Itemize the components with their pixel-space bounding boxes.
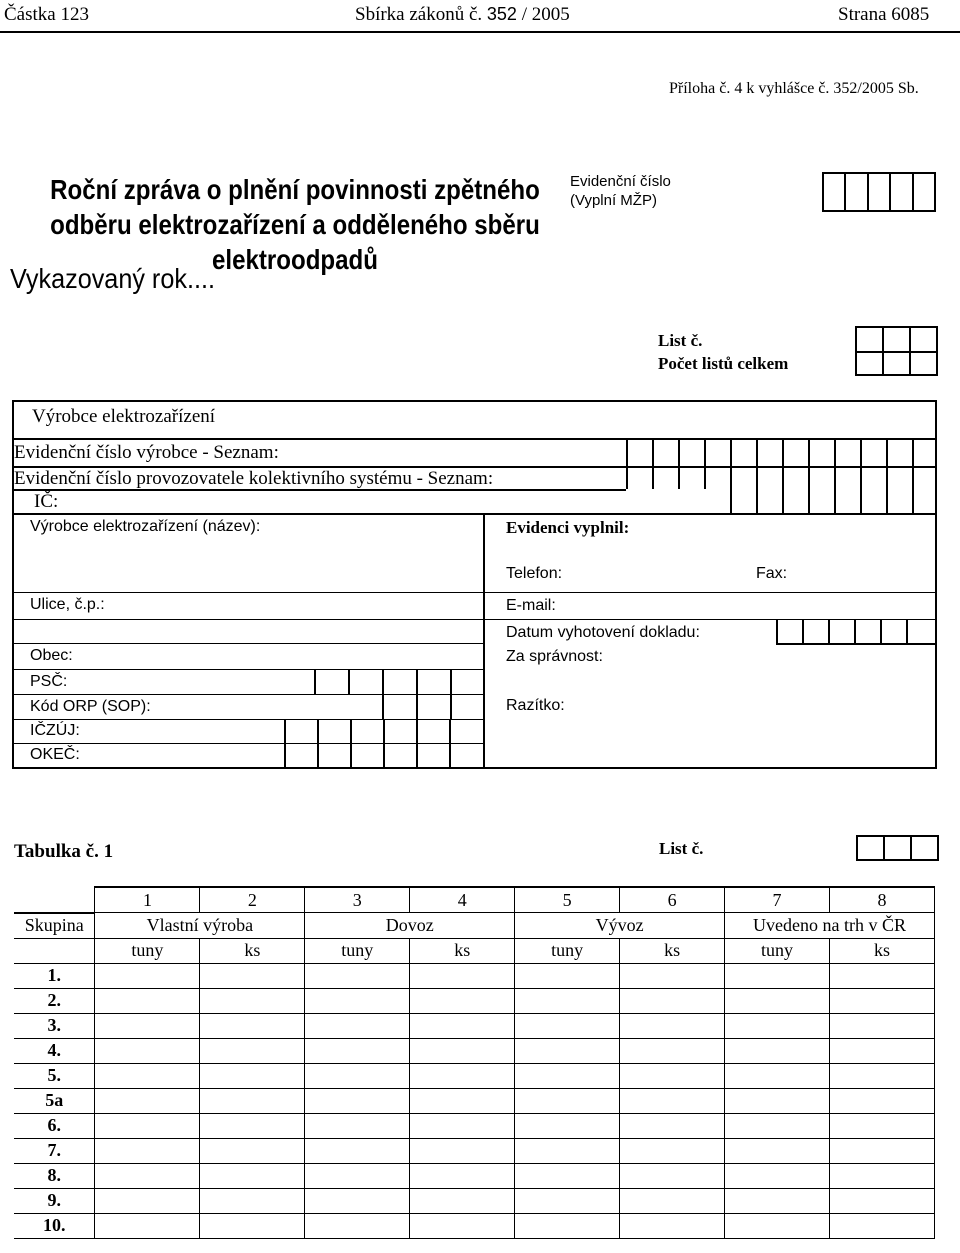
data-cell[interactable] xyxy=(620,1113,725,1138)
table-sheet-digit-box[interactable] xyxy=(912,837,937,859)
data-cell[interactable] xyxy=(725,1188,830,1213)
header-part: Částka 123 xyxy=(4,4,89,25)
header-collection-prefix: Sbírka zákonů č. xyxy=(355,4,483,25)
rule xyxy=(12,513,937,515)
field-line xyxy=(12,592,484,593)
reported-year-label: Vykazovaný rok.... xyxy=(10,263,215,294)
sheet-total-label: Počet listů celkem xyxy=(658,354,789,373)
sheet-box-divider xyxy=(882,328,884,374)
report-title xyxy=(0,172,590,277)
producer-reg-boxes[interactable] xyxy=(626,438,937,489)
title-line-3: elektroodpadů xyxy=(212,244,378,275)
box-divider xyxy=(912,438,914,489)
title-line-1: Roční zpráva o plnění povinnosti zpětného xyxy=(50,174,540,205)
box-divider xyxy=(704,438,706,489)
row-label: 3. xyxy=(14,1013,95,1038)
data-cell[interactable] xyxy=(515,1013,620,1038)
table-row xyxy=(14,1188,935,1213)
box-divider xyxy=(416,694,418,719)
data-cell[interactable] xyxy=(95,988,200,1013)
collective-reg-label: Evidenční číslo provozovatele kolektivního systému - Seznam: xyxy=(14,468,494,489)
psc-label: PSČ: xyxy=(30,673,68,690)
phone-label: Telefon: xyxy=(506,565,563,582)
data-cell[interactable] xyxy=(95,1088,200,1113)
data-cell[interactable] xyxy=(410,1088,515,1113)
data-cell[interactable] xyxy=(620,1013,725,1038)
unit-label: ks xyxy=(620,938,725,963)
data-cell[interactable] xyxy=(620,963,725,988)
data-cell[interactable] xyxy=(620,1038,725,1063)
fax-label: Fax: xyxy=(756,565,788,582)
annex-label: Příloha č. 4 k vyhlášce č. 352/2005 Sb. xyxy=(669,80,919,97)
box-divider xyxy=(382,694,384,719)
data-cell[interactable] xyxy=(305,1038,410,1063)
box-divider xyxy=(730,438,732,489)
unit-label: ks xyxy=(829,938,934,963)
data-cell[interactable] xyxy=(725,1163,830,1188)
table-sheet-digit-box[interactable] xyxy=(885,837,912,859)
sheet-box-divider xyxy=(857,351,936,353)
group-label: Vývoz xyxy=(515,913,725,939)
sheet-box-divider xyxy=(909,328,911,374)
data-cell[interactable] xyxy=(515,1213,620,1238)
box-divider xyxy=(860,489,862,513)
data-cell[interactable] xyxy=(725,1113,830,1138)
box-divider xyxy=(284,719,286,769)
data-cell[interactable] xyxy=(305,1213,410,1238)
data-cell[interactable] xyxy=(829,1113,934,1138)
data-cell[interactable] xyxy=(829,963,934,988)
row-label: 2. xyxy=(14,988,95,1013)
box-divider xyxy=(776,619,778,645)
table-row xyxy=(14,1088,935,1113)
group-label: Vlastní výroba xyxy=(95,913,305,939)
unit-label: tuny xyxy=(305,938,410,963)
col-number: 5 xyxy=(515,887,620,913)
table-sheet-boxes[interactable] xyxy=(856,835,939,861)
data-cell[interactable] xyxy=(515,1038,620,1063)
data-cell[interactable] xyxy=(725,1088,830,1113)
filled-by-label: Evidenci vyplnil: xyxy=(506,518,630,537)
data-cell[interactable] xyxy=(305,963,410,988)
data-cell[interactable] xyxy=(725,1213,830,1238)
data-cell[interactable] xyxy=(200,1088,305,1113)
box-divider xyxy=(350,719,352,769)
sheet-number-boxes[interactable] xyxy=(855,326,938,376)
box-divider xyxy=(880,619,882,645)
data-cell[interactable] xyxy=(200,1138,305,1163)
box-divider xyxy=(834,438,836,489)
table-corner-cell xyxy=(14,887,95,913)
data-cell[interactable] xyxy=(620,1213,725,1238)
box-divider xyxy=(886,489,888,513)
data-cell[interactable] xyxy=(515,1063,620,1088)
registration-digit-box[interactable] xyxy=(824,174,846,210)
table-row xyxy=(14,1038,935,1063)
data-cell[interactable] xyxy=(620,1088,725,1113)
data-cell[interactable] xyxy=(725,1013,830,1038)
row-label: 5a xyxy=(14,1088,95,1113)
iczuj-okec-boxes[interactable] xyxy=(284,719,484,769)
data-cell[interactable] xyxy=(829,1013,934,1038)
orp-label: Kód ORP (SOP): xyxy=(30,698,151,715)
data-cell[interactable] xyxy=(410,1063,515,1088)
data-cell[interactable] xyxy=(829,1163,934,1188)
header-page: Strana 6085 xyxy=(838,4,930,25)
data-cell[interactable] xyxy=(725,1038,830,1063)
group-label: Uvedeno na trh v ČR xyxy=(725,913,935,939)
producer-reg-label: Evidenční číslo výrobce - Seznam: xyxy=(14,442,279,463)
box-divider xyxy=(756,489,758,513)
col-number: 6 xyxy=(620,887,725,913)
registration-number-boxes[interactable] xyxy=(822,172,936,212)
box-divider xyxy=(449,719,451,769)
data-cell[interactable] xyxy=(725,963,830,988)
box-divider xyxy=(854,619,856,645)
box-divider xyxy=(912,489,914,513)
data-cell[interactable] xyxy=(725,1138,830,1163)
data-cell[interactable] xyxy=(829,1213,934,1238)
box-divider xyxy=(782,438,784,489)
header-rule xyxy=(0,31,960,33)
data-cell[interactable] xyxy=(725,1063,830,1088)
col-number: 7 xyxy=(725,887,830,913)
table-title: Tabulka č. 1 xyxy=(14,841,114,862)
data-cell[interactable] xyxy=(200,1013,305,1038)
unit-label: tuny xyxy=(515,938,620,963)
data-cell[interactable] xyxy=(410,1013,515,1038)
data-cell[interactable] xyxy=(200,1188,305,1213)
row-label: 1. xyxy=(14,963,95,988)
email-label: E-mail: xyxy=(506,597,556,614)
box-divider xyxy=(348,669,350,694)
data-cell[interactable] xyxy=(515,988,620,1013)
data-cell[interactable] xyxy=(305,988,410,1013)
data-cell[interactable] xyxy=(95,1188,200,1213)
correctness-label: Za správnost: xyxy=(506,648,603,665)
data-cell[interactable] xyxy=(95,963,200,988)
data-cell[interactable] xyxy=(620,1063,725,1088)
data-cell[interactable] xyxy=(829,1063,934,1088)
town-label: Obec: xyxy=(30,647,73,664)
row-label: 4. xyxy=(14,1038,95,1063)
data-cell[interactable] xyxy=(95,1138,200,1163)
data-cell[interactable] xyxy=(515,1113,620,1138)
box-divider xyxy=(808,489,810,513)
box-divider xyxy=(678,438,680,489)
box-divider xyxy=(782,489,784,513)
data-cell[interactable] xyxy=(410,1163,515,1188)
street-label: Ulice, č.p.: xyxy=(30,596,105,613)
col-number: 2 xyxy=(200,887,305,913)
data-table xyxy=(14,886,935,1239)
producer-section-title: Výrobce elektrozařízení xyxy=(32,406,216,427)
box-divider xyxy=(860,438,862,489)
table-row xyxy=(14,1213,935,1238)
data-cell[interactable] xyxy=(410,988,515,1013)
col-number: 4 xyxy=(410,887,515,913)
data-cell[interactable] xyxy=(305,1063,410,1088)
stamp-label: Razítko: xyxy=(506,697,565,714)
registration-digit-box[interactable] xyxy=(914,174,934,210)
box-divider xyxy=(756,438,758,489)
data-cell[interactable] xyxy=(829,1138,934,1163)
sheet-labels xyxy=(658,329,788,375)
box-divider xyxy=(834,489,836,513)
data-cell[interactable] xyxy=(410,1038,515,1063)
box-divider xyxy=(652,438,654,489)
box-divider xyxy=(383,719,385,769)
data-cell[interactable] xyxy=(829,1188,934,1213)
header-collection-year: / 2005 xyxy=(521,4,570,25)
table-body xyxy=(14,963,935,1238)
header-collection xyxy=(355,4,570,26)
orp-boxes[interactable] xyxy=(382,694,484,719)
table-row xyxy=(14,963,935,988)
row-label: 7. xyxy=(14,1138,95,1163)
box-divider xyxy=(450,694,452,719)
box-divider xyxy=(416,719,418,769)
registration-digit-box[interactable] xyxy=(891,174,913,210)
unit-label: ks xyxy=(200,938,305,963)
data-cell[interactable] xyxy=(620,1188,725,1213)
data-cell[interactable] xyxy=(200,1213,305,1238)
table-sheet-digit-box[interactable] xyxy=(858,837,885,859)
table-number-row xyxy=(14,887,935,913)
field-line xyxy=(484,592,937,593)
data-cell[interactable] xyxy=(200,1063,305,1088)
iczuj-label: IČZÚJ: xyxy=(30,722,80,739)
col-number: 3 xyxy=(305,887,410,913)
row-label: 5. xyxy=(14,1063,95,1088)
date-label: Datum vyhotovení dokladu: xyxy=(506,624,700,641)
registration-digit-box[interactable] xyxy=(869,174,891,210)
data-cell[interactable] xyxy=(200,1163,305,1188)
psc-boxes[interactable] xyxy=(314,669,484,694)
table-sheet-label: List č. xyxy=(659,839,704,858)
box-divider xyxy=(802,619,804,645)
date-boxes[interactable] xyxy=(776,619,937,645)
data-cell[interactable] xyxy=(829,1038,934,1063)
ic-boxes[interactable] xyxy=(730,489,937,513)
table-row xyxy=(14,1113,935,1138)
data-cell[interactable] xyxy=(305,1188,410,1213)
row-label: 10. xyxy=(14,1213,95,1238)
data-cell[interactable] xyxy=(95,1063,200,1088)
data-cell[interactable] xyxy=(515,1138,620,1163)
data-cell[interactable] xyxy=(200,963,305,988)
table-group-row xyxy=(14,913,935,939)
registration-digit-box[interactable] xyxy=(846,174,868,210)
data-cell[interactable] xyxy=(95,1113,200,1138)
data-cell[interactable] xyxy=(620,1138,725,1163)
data-cell[interactable] xyxy=(410,1188,515,1213)
data-cell[interactable] xyxy=(95,1163,200,1188)
data-cell[interactable] xyxy=(95,1013,200,1038)
box-divider xyxy=(314,669,316,694)
registration-note: (Vyplní MŽP) xyxy=(570,192,657,209)
data-cell[interactable] xyxy=(410,1213,515,1238)
ic-label: IČ: xyxy=(34,491,59,512)
data-cell[interactable] xyxy=(829,1088,934,1113)
unit-label: tuny xyxy=(725,938,830,963)
data-cell[interactable] xyxy=(620,988,725,1013)
data-cell[interactable] xyxy=(515,963,620,988)
data-cell[interactable] xyxy=(95,1213,200,1238)
unit-label: tuny xyxy=(95,938,200,963)
box-divider xyxy=(382,669,384,694)
box-divider xyxy=(808,438,810,489)
unit-corner xyxy=(14,938,95,963)
data-cell[interactable] xyxy=(620,1163,725,1188)
table-row xyxy=(14,1163,935,1188)
col-number: 1 xyxy=(95,887,200,913)
data-cell[interactable] xyxy=(305,1113,410,1138)
row-label: 6. xyxy=(14,1113,95,1138)
box-divider xyxy=(626,438,628,489)
table-row xyxy=(14,1138,935,1163)
registration-label-text: Evidenční číslo xyxy=(570,173,671,190)
row-label: 8. xyxy=(14,1163,95,1188)
data-cell[interactable] xyxy=(200,1113,305,1138)
unit-label: ks xyxy=(410,938,515,963)
data-cell[interactable] xyxy=(410,1113,515,1138)
table-row xyxy=(14,1013,935,1038)
group-label: Dovoz xyxy=(305,913,515,939)
data-cell[interactable] xyxy=(305,1013,410,1038)
field-line xyxy=(12,619,484,620)
header-collection-number: 352 xyxy=(486,4,517,24)
data-cell[interactable] xyxy=(515,1088,620,1113)
page-header xyxy=(0,0,960,32)
data-cell[interactable] xyxy=(515,1163,620,1188)
data-cell[interactable] xyxy=(95,1038,200,1063)
box-divider xyxy=(416,669,418,694)
data-cell[interactable] xyxy=(305,1163,410,1188)
table-row xyxy=(14,988,935,1013)
registration-label xyxy=(570,172,671,210)
data-cell[interactable] xyxy=(305,1138,410,1163)
okec-label: OKEČ: xyxy=(30,746,80,763)
data-cell[interactable] xyxy=(410,1138,515,1163)
data-cell[interactable] xyxy=(725,988,830,1013)
producer-name-label: Výrobce elektrozařízení (název): xyxy=(30,518,261,535)
col-number: 8 xyxy=(829,887,934,913)
field-line xyxy=(12,643,484,644)
data-cell[interactable] xyxy=(410,963,515,988)
box-divider xyxy=(317,719,319,769)
box-divider xyxy=(886,438,888,489)
data-cell[interactable] xyxy=(200,988,305,1013)
data-cell[interactable] xyxy=(829,988,934,1013)
box-divider xyxy=(450,669,452,694)
data-cell[interactable] xyxy=(515,1188,620,1213)
group-header: Skupina xyxy=(14,913,95,939)
box-divider xyxy=(906,619,908,645)
box-divider xyxy=(828,619,830,645)
title-line-2: odběru elektrozařízení a odděleného sběru xyxy=(50,209,540,240)
table-unit-row xyxy=(14,938,935,963)
box-divider xyxy=(730,489,732,513)
row-label: 9. xyxy=(14,1188,95,1213)
data-cell[interactable] xyxy=(305,1088,410,1113)
data-cell[interactable] xyxy=(200,1038,305,1063)
table-row xyxy=(14,1063,935,1088)
sheet-number-label: List č. xyxy=(658,331,703,350)
